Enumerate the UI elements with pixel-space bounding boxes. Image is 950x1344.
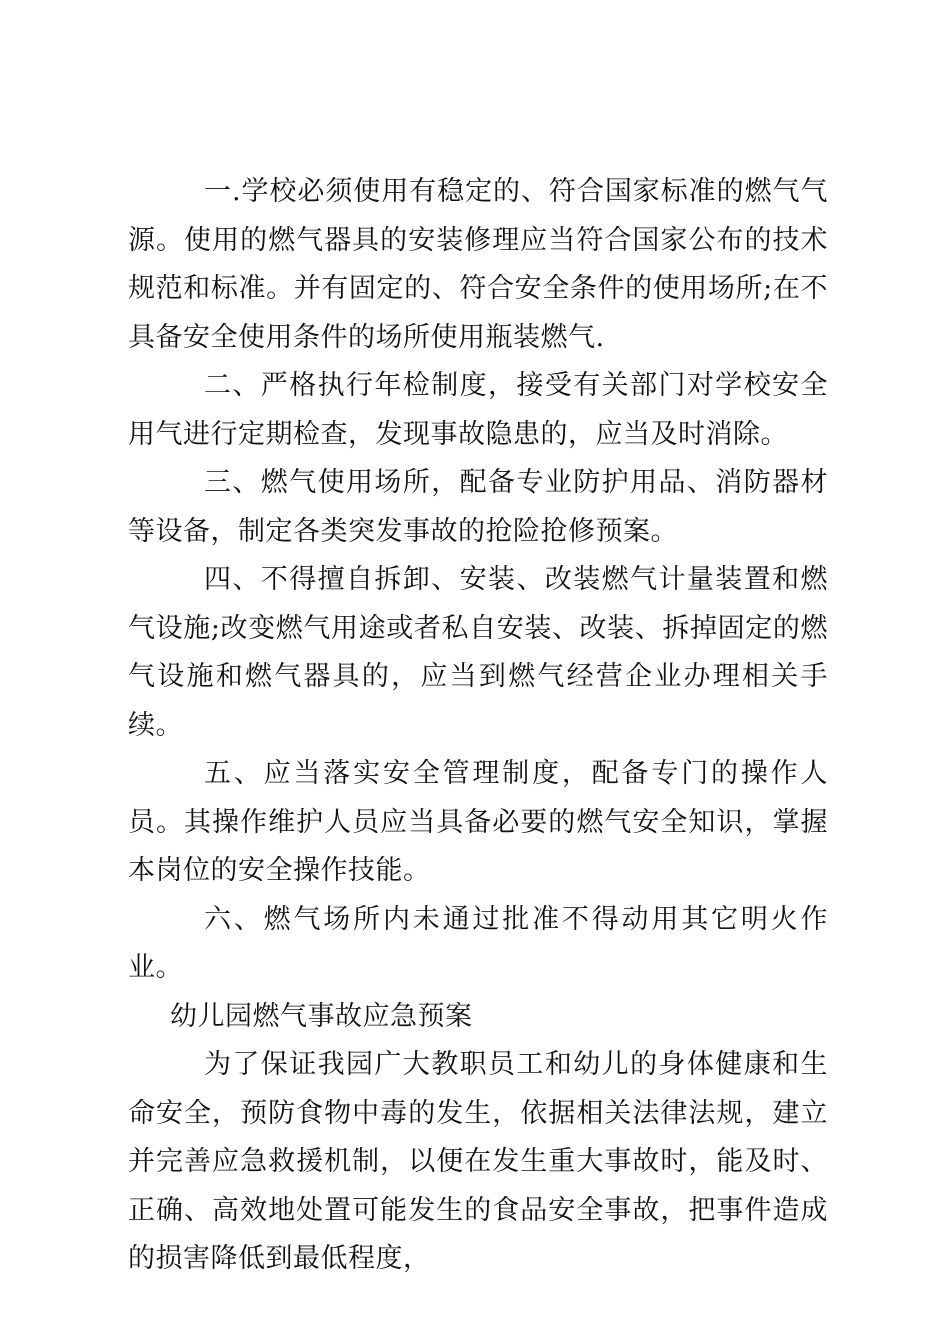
section-heading: 幼儿园燃气事故应急预案	[170, 1000, 473, 1032]
rule-paragraph-3: 三、燃气使用场所，配备专业防护用品、消防器材等设备，制定各类突发事故的抢险抢修预案。	[128, 467, 828, 547]
rule-paragraph-5: 五、应当落实安全管理制度，配备专门的操作人员。其操作维护人员应当具备必要的燃气安全知识，掌握本岗位的安全操作技能。	[128, 758, 828, 886]
rule-paragraph-2: 二、严格执行年检制度，接受有关部门对学校安全用气进行定期检查，发现事故隐患的，应当及时消除。	[128, 370, 828, 450]
rule-paragraph-1: 一.学校必须使用有稳定的、符合国家标准的燃气气源。使用的燃气器具的安装修理应当符合国家公布的技术规范和标准。并有固定的、符合安全条件的使用场所;在不具备安全使用条件的场所使用瓶装燃气.	[128, 176, 828, 353]
intro-paragraph: 为了保证我园广大教职员工和幼儿的身体健康和生命安全，预防食物中毒的发生，依据相关法律法规，建立并完善应急救援机制，以便在发生重大事故时，能及时、正确、高效地处置可能发生的食品安全事故，把事件造成的损害降低到最低程度，	[128, 1049, 828, 1274]
rule-paragraph-6: 六、燃气场所内未通过批准不得动用其它明火作业。	[128, 903, 828, 983]
rule-paragraph-4: 四、不得擅自拆卸、安装、改装燃气计量装置和燃气设施;改变燃气用途或者私自安装、改装、拆掉固定的燃气设施和燃气器具的，应当到燃气经营企业办理相关手续。	[128, 564, 828, 741]
document-body	[128, 168, 828, 1284]
